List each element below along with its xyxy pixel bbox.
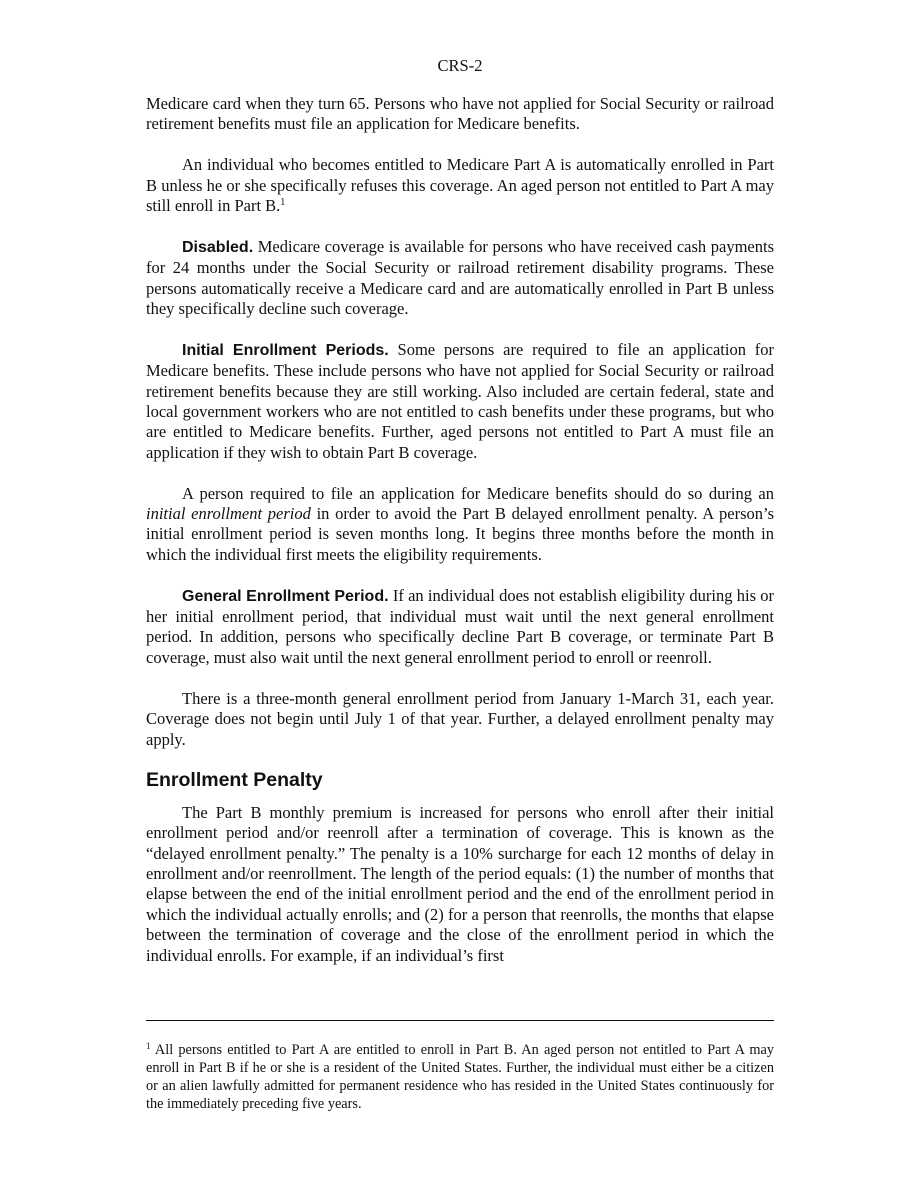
paragraph-enrollment-penalty <box>146 803 774 966</box>
paragraph-general-period-dates <box>146 689 774 750</box>
section-heading-enrollment-penalty: Enrollment Penalty <box>146 769 323 792</box>
page-number-header: CRS-2 <box>437 56 483 75</box>
runin-heading-general-enrollment: General Enrollment Period. <box>182 587 389 605</box>
paragraph-text: Medicare coverage is available for persons who have received cash payments for 24 months under the Social Security or railroad retirement disability programs. These persons automatically receive a Medicare card and are automatically enrolled in Part B unless they specifically decline such coverage. <box>146 236 774 319</box>
footnote-reference[interactable]: 1 <box>280 197 286 209</box>
paragraph-text: A person required to file an application for Medicare benefits should do so during an <box>182 483 774 503</box>
paragraph-text: Medicare card when they turn 65. Persons who have not applied for Social Security or railroad retirement benefits must file an application for Medicare benefits. <box>146 94 774 134</box>
paragraph-initial-enrollment-period <box>146 484 774 566</box>
paragraph-continued <box>146 94 774 135</box>
paragraph-text: An individual who becomes entitled to Medicare Part A is automatically enrolled in Part B unless he or she specifically refuses this coverage. An aged person not entitled to Part A may still enroll in Part B. <box>146 155 774 216</box>
document-body <box>146 94 774 986</box>
paragraph-text: in order to avoid the Part B delayed enrollment penalty. A person’s initial enrollment period is seven months long. It begins three months before the month in which the individual first meets the eligibility requirements. <box>146 504 775 564</box>
paragraph-text: If an individual does not establish eligibility during his or her initial enrollment period, that individual must wait until the next general enrollment period. In addition, persons who specifically decline Part B coverage, or terminate Part B coverage, must also wait until the next general enrollment period to enroll or reenroll. <box>146 585 774 667</box>
paragraph-general-enrollment <box>146 586 774 669</box>
runin-heading-initial-enrollment: Initial Enrollment Periods. <box>182 341 389 359</box>
paragraph-text: There is a three-month general enrollment period from January 1-March 31, each year. Coverage does not begin until July 1 of that year. Further, a delayed enrollment penalty may apply. <box>146 688 774 749</box>
paragraph-initial-enrollment <box>146 340 774 463</box>
footnote-marker: 1 <box>146 1041 151 1051</box>
footnote-divider <box>146 1020 774 1021</box>
paragraph-text: The Part B monthly premium is increased for persons who enroll after their initial enrollment period and/or reenroll after a termination of coverage. This is known as the “delayed enrollment penalty.” The penalty is a 10% surcharge for each 12 months of delay in enrollment and/or reenrollment. The length of the period equals: (1) the number of months that elapse between the end of the initial enrollment period and the end of the enrollment period in which the individual actually enrolls; and (2) for a person that reenrolls, the months that elapse between the termination of coverage and the close of the enrollment period in which the individual enrolls. For example, if an individual’s first <box>146 802 774 965</box>
paragraph-part-a-enrollment <box>146 155 774 216</box>
emphasis-term: initial enrollment period <box>146 504 311 524</box>
footnote-text: All persons entitled to Part A are entitled to enroll in Part B. An aged person not entitled to Part A may enroll in Part B if he or she is a resident of the United States. Further, the individual must either be a citizen or an alien lawfully admitted for permanent residence who has resided in the United States continuously for the immediately preceding five years. <box>146 1042 774 1112</box>
paragraph-text: Some persons are required to file an application for Medicare benefits. These include persons who have not applied for Social Security or railroad retirement benefits because they are still working. Also included are certain federal, state and local government workers who are not entitled to cash benefits under these programs, but who are entitled to Medicare benefits. Further, aged persons not entitled to Part A must file an application if they wish to obtain Part B coverage. <box>146 339 775 462</box>
runin-heading-disabled: Disabled. <box>182 238 254 256</box>
footnote-1 <box>146 1041 774 1113</box>
paragraph-disabled <box>146 237 774 320</box>
